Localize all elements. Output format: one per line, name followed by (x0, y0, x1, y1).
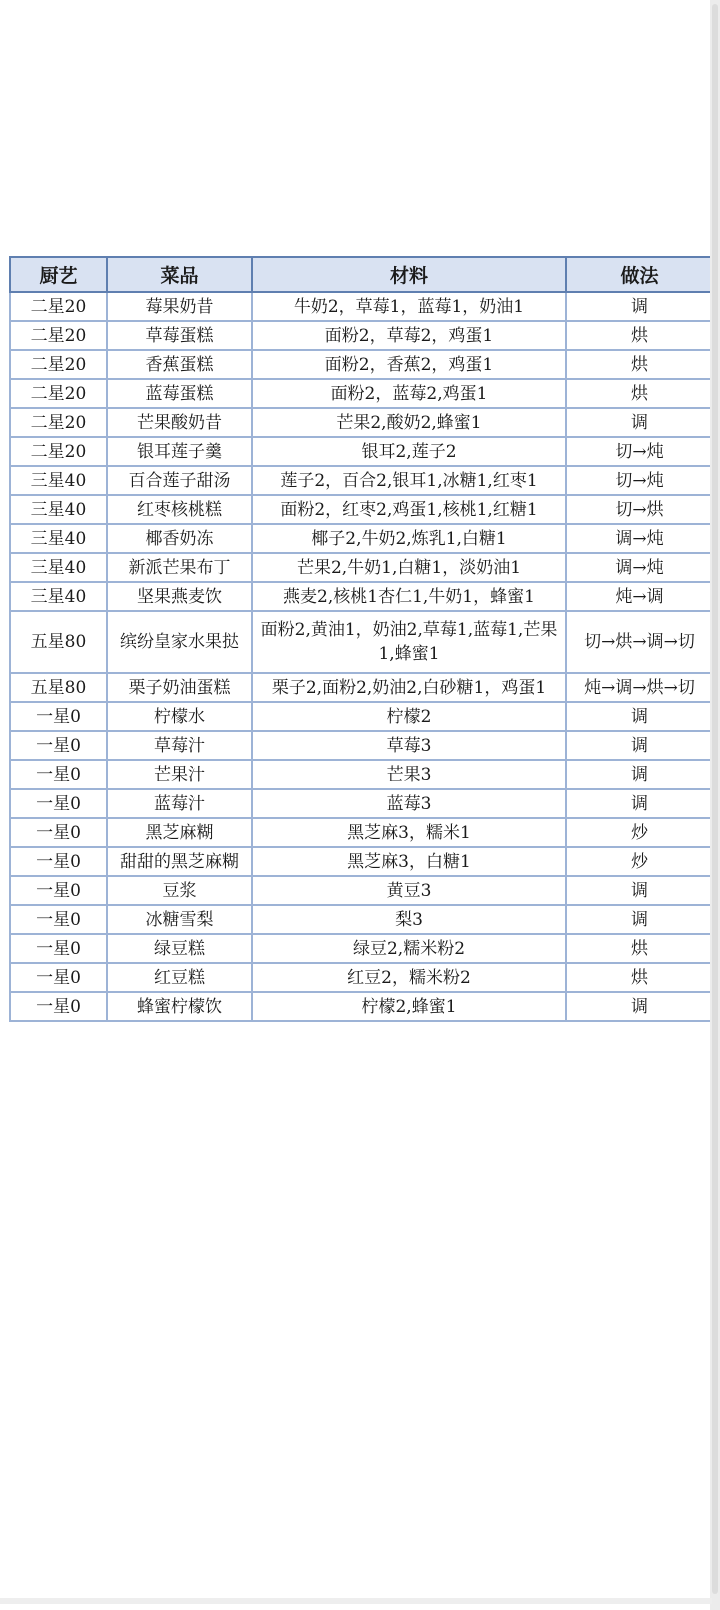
scrollbar-thumb[interactable] (712, 4, 718, 1594)
cell-ingredients: 柠檬2 (252, 702, 566, 731)
cell-skill: 三星40 (10, 466, 107, 495)
table-row (10, 702, 713, 731)
cell-method: 切→烘→调→切 (566, 611, 713, 673)
cell-ingredients: 芒果2,牛奶1,白糖1，淡奶油1 (252, 553, 566, 582)
cell-ingredients: 草莓3 (252, 731, 566, 760)
cell-method: 烘 (566, 321, 713, 350)
cell-ingredients: 燕麦2,核桃1杏仁1,牛奶1，蜂蜜1 (252, 582, 566, 611)
cell-skill: 五星80 (10, 611, 107, 673)
cell-dish: 莓果奶昔 (107, 292, 252, 321)
cell-ingredients: 面粉2，草莓2，鸡蛋1 (252, 321, 566, 350)
cell-ingredients: 面粉2，蓝莓2,鸡蛋1 (252, 379, 566, 408)
horizontal-scrollbar[interactable] (0, 1598, 712, 1604)
cell-method: 切→烘 (566, 495, 713, 524)
cell-ingredients: 芒果2,酸奶2,蜂蜜1 (252, 408, 566, 437)
cell-skill: 一星0 (10, 963, 107, 992)
cell-dish: 椰香奶冻 (107, 524, 252, 553)
cell-method: 切→炖 (566, 437, 713, 466)
cell-skill: 三星40 (10, 495, 107, 524)
cell-method: 烘 (566, 350, 713, 379)
cell-ingredients: 绿豆2,糯米粉2 (252, 934, 566, 963)
cell-dish: 豆浆 (107, 876, 252, 905)
table-row (10, 847, 713, 876)
cell-skill: 一星0 (10, 905, 107, 934)
table-row (10, 789, 713, 818)
cell-dish: 银耳莲子羹 (107, 437, 252, 466)
cell-ingredients: 梨3 (252, 905, 566, 934)
header-method: 做法 (566, 257, 713, 292)
cell-method: 调 (566, 760, 713, 789)
table-row (10, 673, 713, 702)
cell-ingredients: 黄豆3 (252, 876, 566, 905)
cell-method: 烘 (566, 934, 713, 963)
table-header-row (10, 257, 713, 292)
cell-dish: 柠檬水 (107, 702, 252, 731)
cell-method: 调→炖 (566, 524, 713, 553)
cell-skill: 五星80 (10, 673, 107, 702)
cell-dish: 蓝莓蛋糕 (107, 379, 252, 408)
cell-dish: 蓝莓汁 (107, 789, 252, 818)
cell-ingredients: 芒果3 (252, 760, 566, 789)
cell-method: 炒 (566, 847, 713, 876)
table-body (10, 292, 713, 1021)
cell-method: 调 (566, 408, 713, 437)
header-skill: 厨艺 (10, 257, 107, 292)
cell-skill: 二星20 (10, 379, 107, 408)
cell-ingredients: 面粉2，香蕉2，鸡蛋1 (252, 350, 566, 379)
cell-skill: 一星0 (10, 876, 107, 905)
cell-dish: 草莓汁 (107, 731, 252, 760)
recipe-table (9, 256, 714, 1022)
cell-ingredients: 黑芝麻3，白糖1 (252, 847, 566, 876)
table-row (10, 905, 713, 934)
table-row (10, 992, 713, 1021)
cell-dish: 芒果酸奶昔 (107, 408, 252, 437)
vertical-scrollbar[interactable] (710, 0, 720, 1610)
cell-method: 调 (566, 731, 713, 760)
cell-dish: 红豆糕 (107, 963, 252, 992)
cell-method: 调 (566, 702, 713, 731)
table-row (10, 934, 713, 963)
cell-method: 炖→调→烘→切 (566, 673, 713, 702)
cell-dish: 红枣核桃糕 (107, 495, 252, 524)
cell-method: 切→炖 (566, 466, 713, 495)
cell-dish: 栗子奶油蛋糕 (107, 673, 252, 702)
cell-method: 炖→调 (566, 582, 713, 611)
table-row (10, 437, 713, 466)
cell-dish: 新派芒果布丁 (107, 553, 252, 582)
cell-method: 调 (566, 992, 713, 1021)
table-row (10, 524, 713, 553)
table-row (10, 379, 713, 408)
table-row (10, 963, 713, 992)
cell-method: 调 (566, 292, 713, 321)
cell-skill: 三星40 (10, 553, 107, 582)
cell-skill: 一星0 (10, 789, 107, 818)
cell-skill: 三星40 (10, 524, 107, 553)
cell-skill: 二星20 (10, 321, 107, 350)
cell-skill: 一星0 (10, 992, 107, 1021)
cell-skill: 一星0 (10, 731, 107, 760)
cell-ingredients: 栗子2,面粉2,奶油2,白砂糖1，鸡蛋1 (252, 673, 566, 702)
cell-method: 烘 (566, 379, 713, 408)
table-row (10, 350, 713, 379)
cell-method: 调 (566, 876, 713, 905)
cell-skill: 一星0 (10, 760, 107, 789)
table-row (10, 408, 713, 437)
cell-dish: 蜂蜜柠檬饮 (107, 992, 252, 1021)
cell-dish: 百合莲子甜汤 (107, 466, 252, 495)
cell-method: 炒 (566, 818, 713, 847)
table-row (10, 611, 713, 673)
cell-skill: 二星20 (10, 408, 107, 437)
cell-skill: 一星0 (10, 702, 107, 731)
cell-ingredients: 柠檬2,蜂蜜1 (252, 992, 566, 1021)
cell-dish: 绿豆糕 (107, 934, 252, 963)
table-row (10, 876, 713, 905)
cell-skill: 一星0 (10, 934, 107, 963)
cell-dish: 草莓蛋糕 (107, 321, 252, 350)
cell-ingredients: 面粉2，红枣2,鸡蛋1,核桃1,红糖1 (252, 495, 566, 524)
cell-skill: 二星20 (10, 350, 107, 379)
cell-ingredients: 莲子2，百合2,银耳1,冰糖1,红枣1 (252, 466, 566, 495)
cell-skill: 一星0 (10, 847, 107, 876)
cell-dish: 黑芝麻糊 (107, 818, 252, 847)
cell-dish: 缤纷皇家水果挞 (107, 611, 252, 673)
cell-skill: 一星0 (10, 818, 107, 847)
table-row (10, 553, 713, 582)
cell-ingredients: 红豆2，糯米粉2 (252, 963, 566, 992)
table-row (10, 321, 713, 350)
header-dish: 菜品 (107, 257, 252, 292)
cell-dish: 坚果燕麦饮 (107, 582, 252, 611)
cell-ingredients: 黑芝麻3，糯米1 (252, 818, 566, 847)
cell-dish: 冰糖雪梨 (107, 905, 252, 934)
cell-method: 调→炖 (566, 553, 713, 582)
cell-dish: 甜甜的黑芝麻糊 (107, 847, 252, 876)
cell-ingredients: 椰子2,牛奶2,炼乳1,白糖1 (252, 524, 566, 553)
cell-ingredients: 银耳2,莲子2 (252, 437, 566, 466)
cell-ingredients: 面粉2,黄油1，奶油2,草莓1,蓝莓1,芒果1,蜂蜜1 (252, 611, 566, 673)
table-row (10, 582, 713, 611)
cell-method: 调 (566, 789, 713, 818)
header-ingredients: 材料 (252, 257, 566, 292)
cell-skill: 二星20 (10, 292, 107, 321)
cell-dish: 香蕉蛋糕 (107, 350, 252, 379)
cell-skill: 二星20 (10, 437, 107, 466)
table-row (10, 292, 713, 321)
table-row (10, 731, 713, 760)
table-row (10, 466, 713, 495)
cell-skill: 三星40 (10, 582, 107, 611)
cell-method: 烘 (566, 963, 713, 992)
cell-ingredients: 牛奶2，草莓1，蓝莓1，奶油1 (252, 292, 566, 321)
cell-ingredients: 蓝莓3 (252, 789, 566, 818)
cell-dish: 芒果汁 (107, 760, 252, 789)
cell-method: 调 (566, 905, 713, 934)
table-row (10, 818, 713, 847)
table-row (10, 495, 713, 524)
table-row (10, 760, 713, 789)
